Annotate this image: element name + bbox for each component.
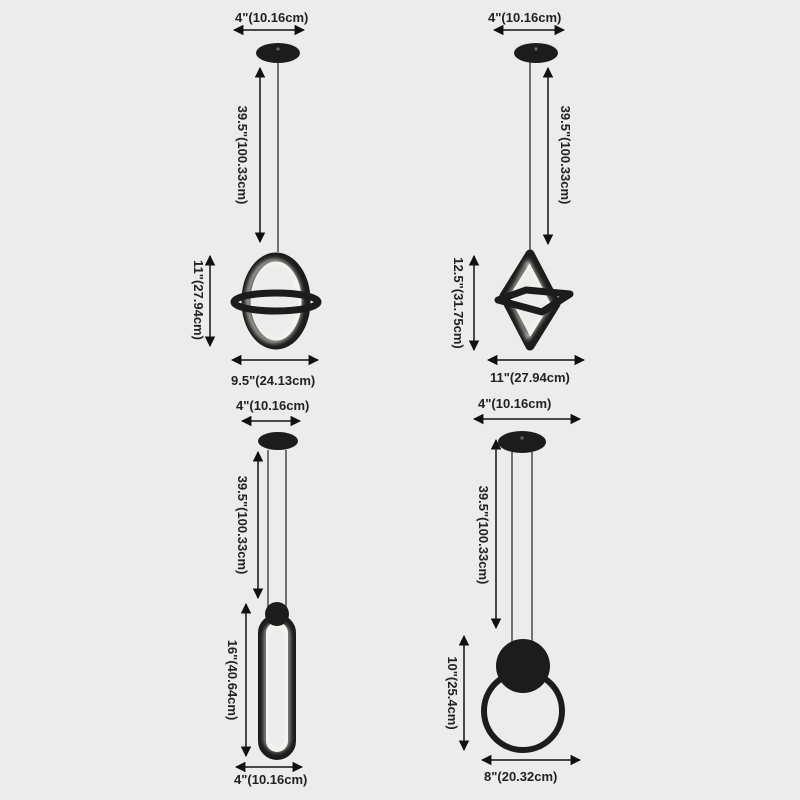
lamp-1-canopy-label: 4"(10.16cm) (235, 10, 309, 25)
lamp-1-cord-label: 39.5"(100.33cm) (235, 105, 250, 205)
lamp-3-cord-label: 39.5"(100.33cm) (235, 475, 250, 575)
lamp-2-height-label: 12.5"(31.75cm) (451, 257, 466, 349)
lamp-4-height-label: 10"(25.4cm) (445, 656, 460, 730)
lamp-3-drawing (236, 421, 302, 767)
lamp-3-width-label: 4"(10.16cm) (234, 772, 308, 787)
lamp-3-disc (265, 602, 289, 626)
lamp-4-canopy (498, 431, 546, 453)
lamp-4-drawing (464, 419, 580, 760)
lamp-3-canopy (258, 432, 298, 450)
lamp-1-height-label: 11"(27.94cm) (191, 260, 206, 340)
lamp-4-width-label: 8"(20.32cm) (484, 769, 558, 784)
lamp-3-canopy-label: 4"(10.16cm) (236, 398, 310, 413)
lamp-2-cord-label: 39.5"(100.33cm) (558, 105, 573, 205)
lamp-1-canopy (256, 43, 300, 63)
lamp-3-height-label: 16"(40.64cm) (225, 639, 240, 721)
lamp-1-vertical-ring (246, 257, 306, 345)
lamp-1-width-label: 9.5"(24.13cm) (231, 373, 316, 388)
lamp-4-canopy-label: 4"(10.16cm) (478, 396, 552, 411)
lamp-4-cord-label: 39.5"(100.33cm) (476, 485, 491, 585)
lamp-2-canopy (514, 43, 558, 63)
lamp-1-drawing (210, 30, 318, 360)
lamp-2-width-label: 11"(27.94cm) (490, 370, 570, 385)
lamp-4-disc (496, 639, 550, 693)
lamp-2-canopy-label: 4"(10.16cm) (488, 10, 562, 25)
